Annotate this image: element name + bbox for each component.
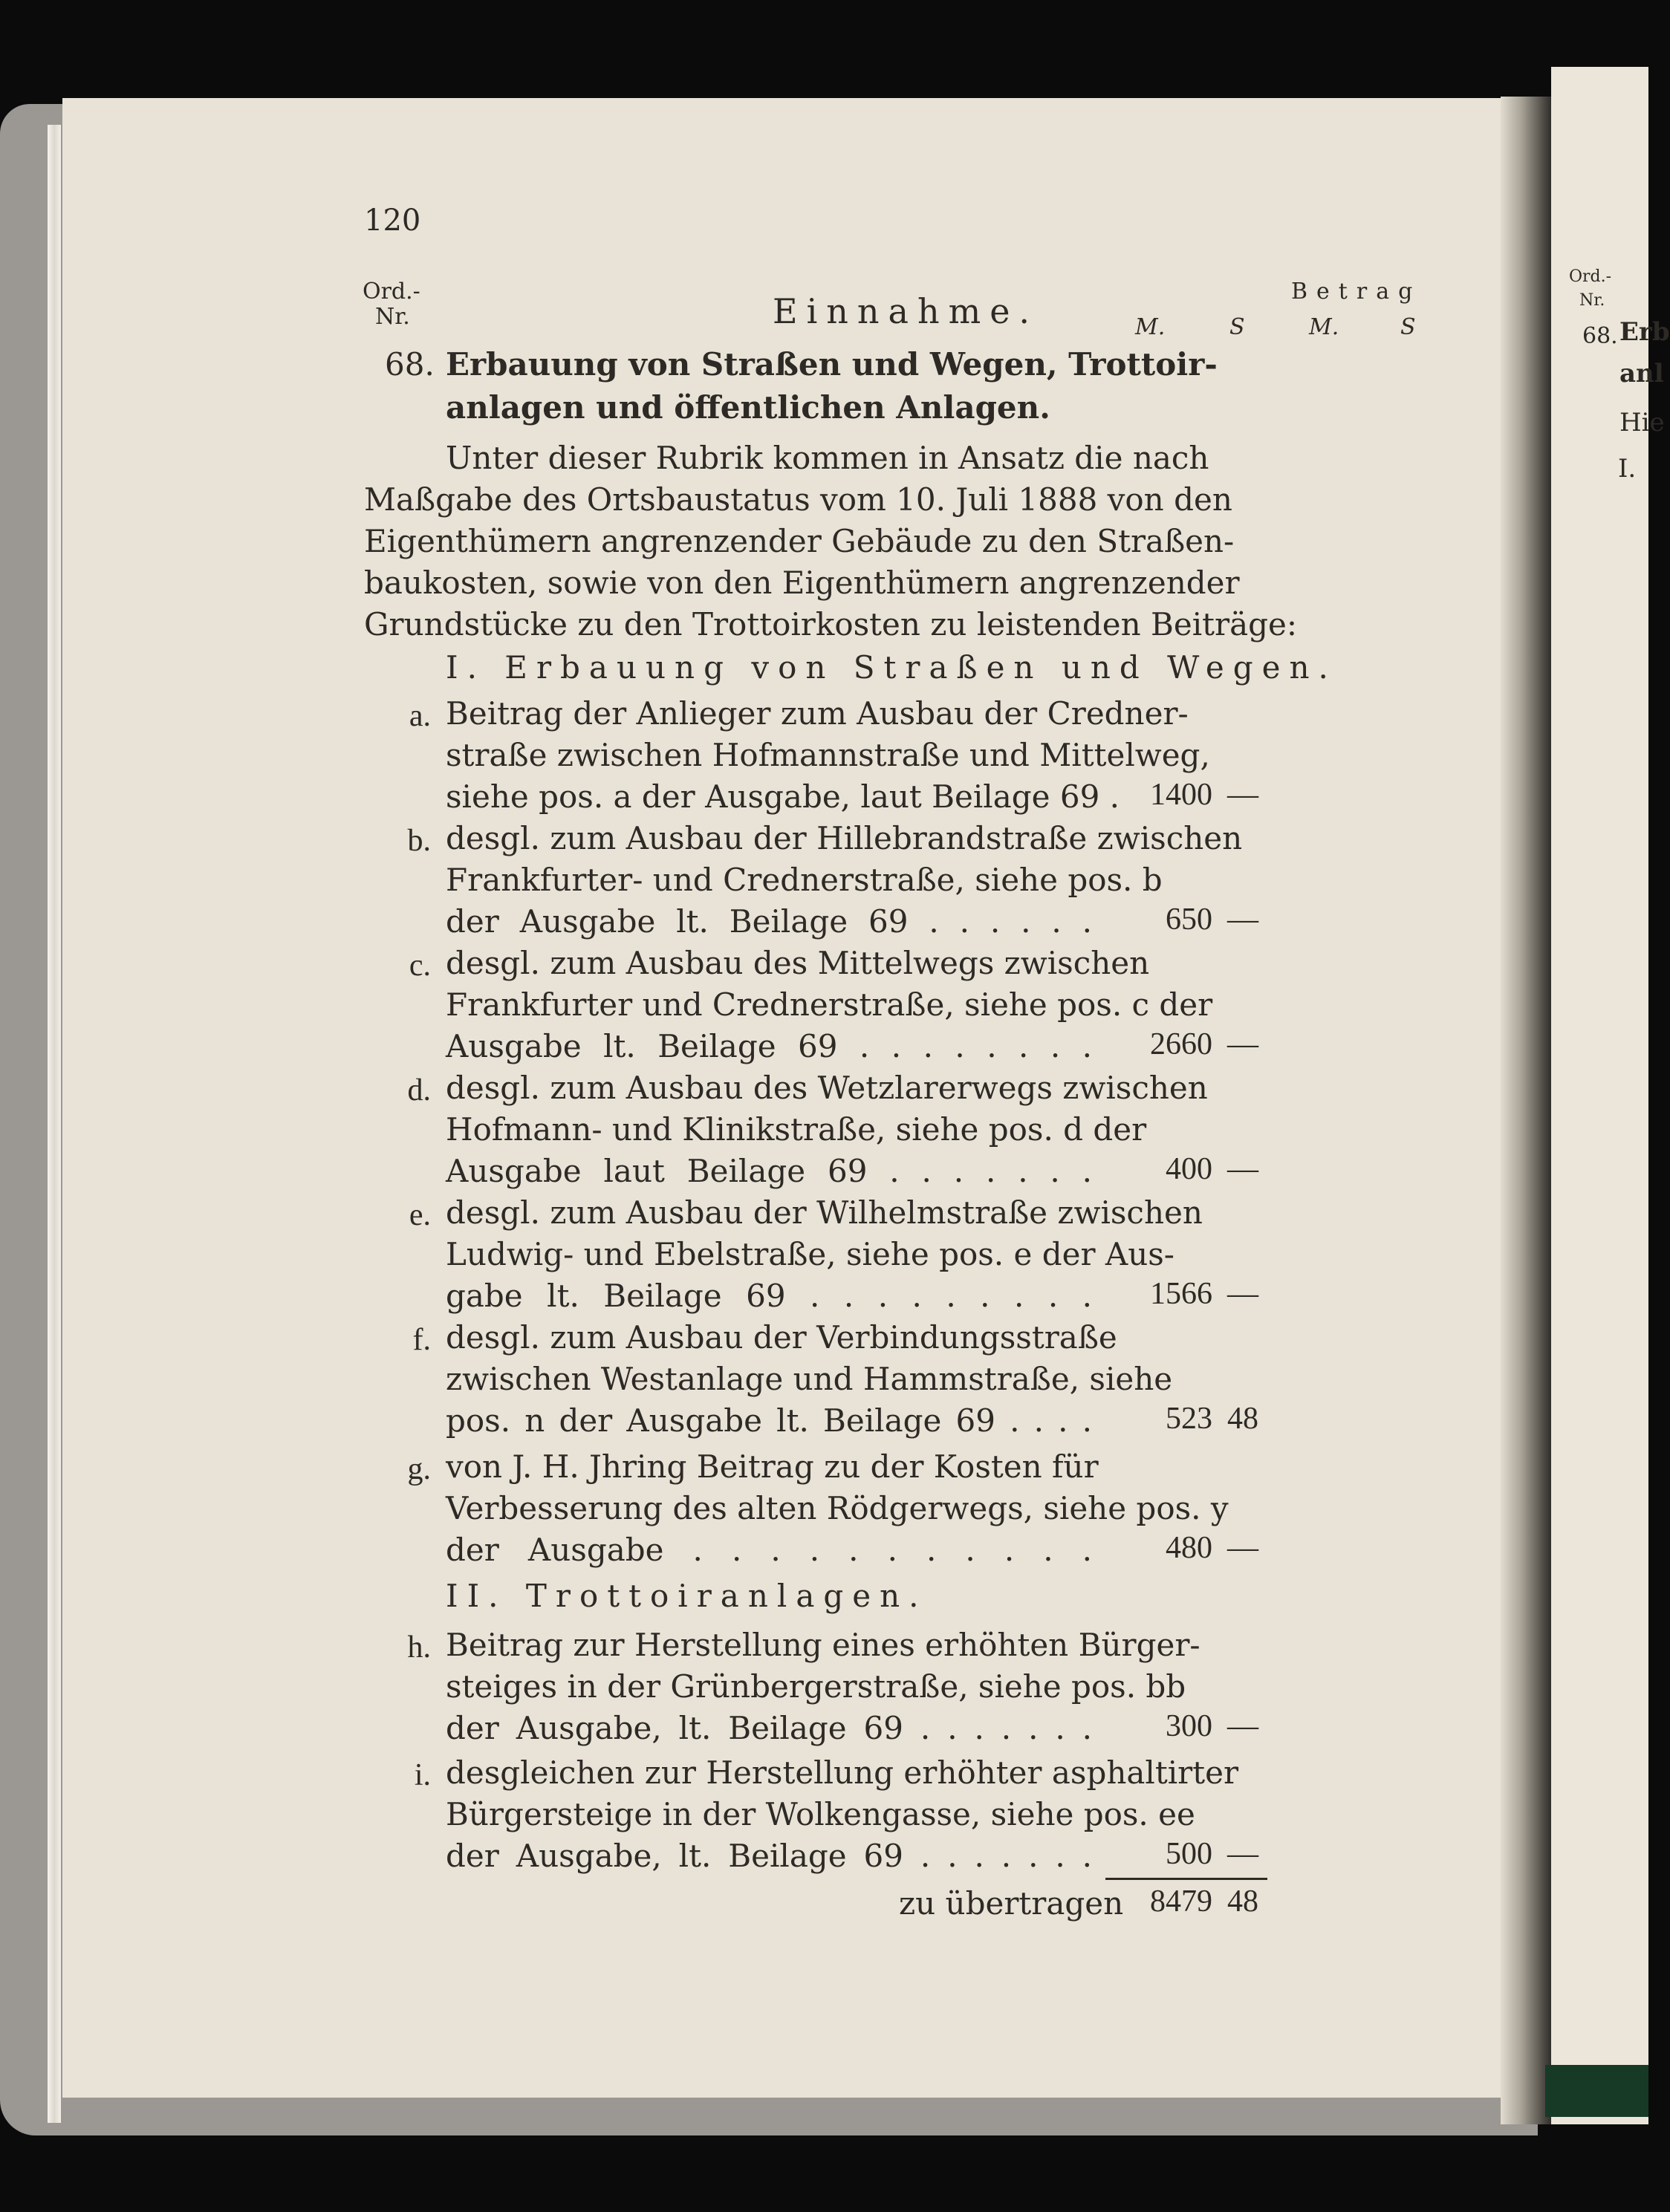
subsection-heading-2: II. Trottoiranlagen. xyxy=(446,1578,928,1614)
facing-col-label-ord: Ord.- xyxy=(1569,267,1612,286)
entry-amount-mark: 650 xyxy=(1166,902,1212,937)
entry-amount-cents: — xyxy=(1227,1709,1258,1743)
intro-line: Unter dieser Rubrik kommen in Ansatz die nach xyxy=(446,440,1209,476)
section-number: 68. xyxy=(385,346,435,383)
entry-line: der Ausgabe, lt. Beilage 69 . . . . . . . xyxy=(446,1710,1092,1746)
entry-line: Beitrag der Anlieger zum Ausbau der Credner- xyxy=(446,695,1189,732)
entry-line: desgl. zum Ausbau der Hillebrandstraße zwischen xyxy=(446,820,1243,856)
entry-line: Frankfurter und Crednerstraße, siehe pos. c der xyxy=(446,986,1213,1023)
entry-amount-mark: 300 xyxy=(1166,1709,1212,1743)
entry-letter: a. xyxy=(409,699,431,733)
entry-amount-mark: 2660 xyxy=(1150,1027,1212,1061)
facing-col-label-nr: Nr. xyxy=(1579,291,1605,310)
entry-amount-mark: 400 xyxy=(1166,1152,1212,1186)
section-heading-line-2: anlagen und öffentlichen Anlagen. xyxy=(446,389,1050,426)
intro-line: Grundstücke zu den Trottoirkosten zu leistenden Beiträge: xyxy=(364,606,1298,643)
intro-line: baukosten, sowie von den Eigenthümern angrenzender xyxy=(364,565,1240,601)
entry-line: Bürgersteige in der Wolkengasse, siehe pos. ee xyxy=(446,1796,1195,1832)
entry-line: zwischen Westanlage und Hammstraße, siehe xyxy=(446,1361,1173,1397)
entry-letter: g. xyxy=(407,1452,431,1486)
total-amount-cents: 48 xyxy=(1227,1884,1258,1919)
green-cover-strip xyxy=(1545,2065,1648,2117)
total-label: zu übertragen xyxy=(899,1885,1124,1922)
entry-letter: c. xyxy=(409,949,431,983)
entry-line: Ausgabe lt. Beilage 69 . . . . . . . . xyxy=(446,1028,1092,1064)
entry-letter: f. xyxy=(412,1323,431,1357)
entry-line: desgl. zum Ausbau des Mittelwegs zwischen xyxy=(446,945,1150,981)
entry-letter: b. xyxy=(407,824,431,858)
entry-amount-mark: 480 xyxy=(1166,1531,1212,1565)
entry-amount-cents: — xyxy=(1227,902,1258,937)
section-heading-line-1: Erbauung von Straßen und Wegen, Trottoir- xyxy=(446,346,1218,383)
entry-amount-mark: 500 xyxy=(1166,1837,1212,1871)
facing-fragment: Erb xyxy=(1619,317,1670,347)
page-edges xyxy=(48,125,61,2123)
entry-letter: e. xyxy=(409,1198,431,1232)
col-label-nr: Nr. xyxy=(375,304,410,330)
entry-line: Beitrag zur Herstellung eines erhöhten Bürger- xyxy=(446,1627,1200,1663)
currency-header-pf-1: S xyxy=(1229,314,1245,340)
book-gutter xyxy=(1501,97,1553,2124)
page-title: Einnahme. xyxy=(773,291,1039,331)
entry-line: desgl. zum Ausbau der Wilhelmstraße zwischen xyxy=(446,1194,1203,1231)
entry-line: Verbesserung des alten Rödgerwegs, siehe pos. y xyxy=(446,1490,1229,1526)
total-rule xyxy=(1105,1878,1267,1880)
currency-header-mark-2: M. xyxy=(1309,314,1339,340)
facing-fragment: I. xyxy=(1618,454,1637,484)
entry-amount-cents: 48 xyxy=(1227,1402,1258,1436)
intro-line: Maßgabe des Ortsbaustatus vom 10. Juli 1888 von den xyxy=(364,481,1232,518)
entry-amount-cents: — xyxy=(1227,1027,1258,1061)
entry-line: Hofmann- und Klinikstraße, siehe pos. d der xyxy=(446,1111,1147,1148)
entry-amount-mark: 1400 xyxy=(1150,778,1212,812)
entry-line: steiges in der Grünbergerstraße, siehe pos. bb xyxy=(446,1668,1186,1705)
currency-header-mark-1: M. xyxy=(1135,314,1166,340)
entry-amount-mark: 523 xyxy=(1166,1402,1212,1436)
entry-line: siehe pos. a der Ausgabe, laut Beilage 69 . xyxy=(446,778,1120,815)
entry-line: von J. H. Jhring Beitrag zu der Kosten für xyxy=(446,1448,1099,1485)
facing-fragment: anl xyxy=(1619,359,1664,388)
entry-line: straße zwischen Hofmannstraße und Mittelweg, xyxy=(446,737,1210,773)
intro-line: Eigenthümern angrenzender Gebäude zu den Straßen- xyxy=(364,523,1235,559)
entry-line: der Ausgabe lt. Beilage 69 . . . . . . xyxy=(446,903,1092,940)
entry-letter: i. xyxy=(414,1758,431,1792)
entry-line: der Ausgabe, lt. Beilage 69 . . . . . . . xyxy=(446,1838,1092,1874)
entry-amount-mark: 1566 xyxy=(1150,1277,1212,1311)
entry-amount-cents: — xyxy=(1227,1277,1258,1311)
entry-amount-cents: — xyxy=(1227,778,1258,812)
entry-line: desgl. zum Ausbau des Wetzlarerwegs zwischen xyxy=(446,1070,1208,1106)
entry-line: der Ausgabe . . . . . . . . . . . xyxy=(446,1532,1092,1568)
entry-letter: h. xyxy=(407,1630,431,1665)
entry-line: pos. n der Ausgabe lt. Beilage 69 . . . . xyxy=(446,1402,1092,1439)
entry-line: Ludwig- und Ebelstraße, siehe pos. e der Aus- xyxy=(446,1236,1174,1272)
entry-line: Ausgabe laut Beilage 69 . . . . . . . xyxy=(446,1153,1092,1189)
entry-line: Frankfurter- und Crednerstraße, siehe pos. b xyxy=(446,862,1163,898)
entry-line: desgleichen zur Herstellung erhöhter asphaltirter xyxy=(446,1754,1239,1791)
currency-header-pf-2: S xyxy=(1400,314,1416,340)
entry-amount-cents: — xyxy=(1227,1531,1258,1565)
page-number: 120 xyxy=(364,204,421,238)
entry-line: desgl. zum Ausbau der Verbindungsstraße xyxy=(446,1319,1117,1356)
total-amount-mark: 8479 xyxy=(1150,1884,1212,1919)
entry-line: gabe lt. Beilage 69 . . . . . . . . . xyxy=(446,1278,1092,1314)
facing-fragment: Hie xyxy=(1619,408,1665,437)
entry-letter: d. xyxy=(407,1073,431,1107)
col-label-ord: Ord.- xyxy=(363,279,420,305)
facing-section-number: 68. xyxy=(1582,323,1618,349)
subsection-heading-1: I. Erbauung von Straßen und Wegen. xyxy=(446,649,1337,686)
betrag-label: Betrag xyxy=(1291,279,1422,305)
entry-amount-cents: — xyxy=(1227,1152,1258,1186)
entry-amount-cents: — xyxy=(1227,1837,1258,1871)
